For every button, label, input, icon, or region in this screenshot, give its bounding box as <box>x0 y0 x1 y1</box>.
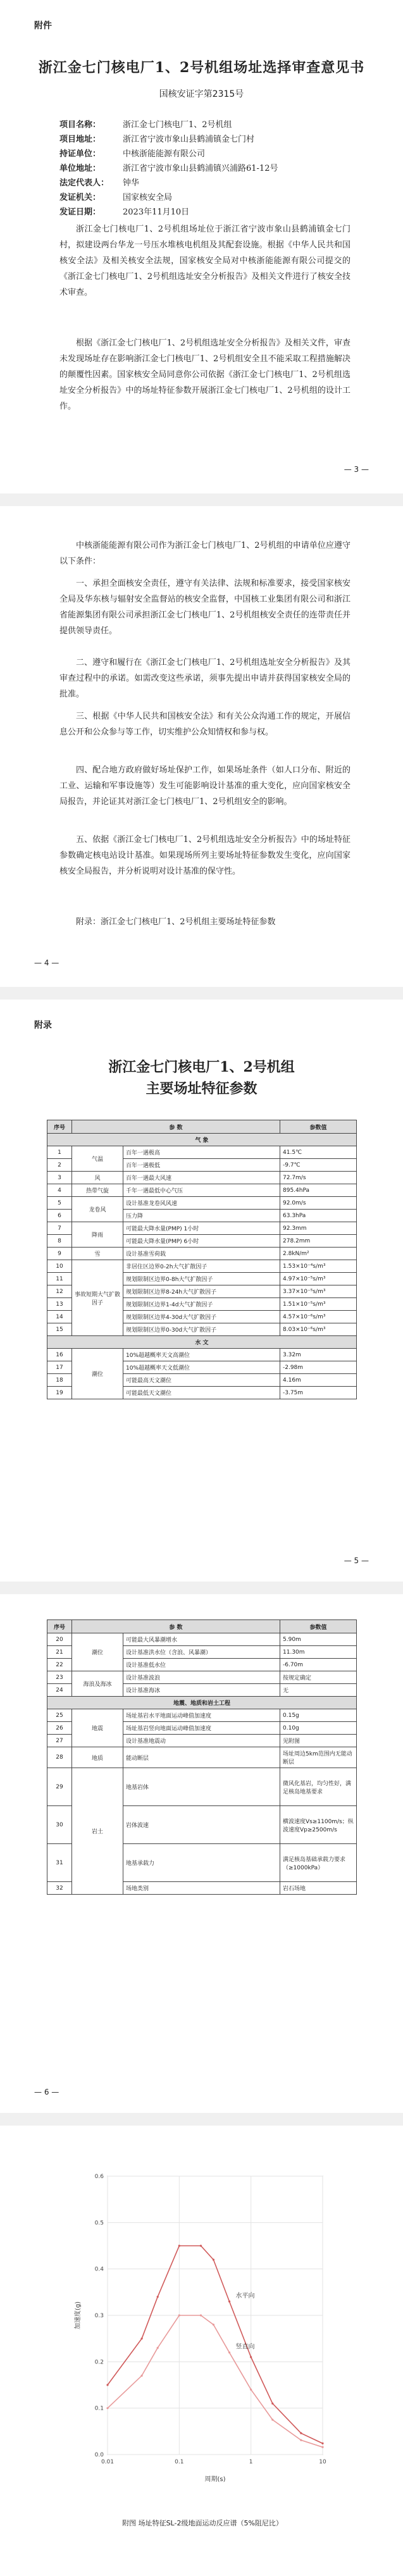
row-value: 1.53×10⁻⁴s/m³ <box>280 1260 357 1273</box>
row-param: 百年一遇极低 <box>123 1159 280 1172</box>
row-id: 25 <box>47 1709 72 1722</box>
row-value: 2.8kN/m² <box>280 1248 357 1260</box>
data-point <box>157 2347 159 2349</box>
row-id: 15 <box>47 1323 72 1336</box>
row-id: 22 <box>47 1659 72 1671</box>
row-id: 19 <box>47 1387 72 1399</box>
header-id: 序号 <box>47 1120 72 1134</box>
row-value: 895.4hPa <box>280 1184 357 1197</box>
y-tick-label: 0.4 <box>94 2266 104 2273</box>
row-value: 岩石场地 <box>280 1882 357 1895</box>
table-row <box>47 1260 357 1273</box>
x-tick-label: 0.01 <box>101 2459 115 2465</box>
row-param: 场地类别 <box>123 1882 280 1895</box>
row-param: 场址基岩水平地面运动峰值加速度 <box>123 1709 280 1722</box>
row-id: 8 <box>47 1235 72 1248</box>
attachment-label: 附件 <box>34 21 52 31</box>
section-row <box>47 1697 357 1709</box>
row-value: 见附图 <box>280 1735 357 1747</box>
page-number: — 3 — <box>344 465 369 474</box>
row-id: 32 <box>47 1882 72 1895</box>
row-value: 8.03×10⁻⁶s/m³ <box>280 1323 357 1336</box>
row-category: 海浪及海冰 <box>72 1671 123 1697</box>
row-id: 11 <box>47 1273 72 1285</box>
row-id: 4 <box>47 1184 72 1197</box>
header-param: 参 数 <box>72 1120 280 1134</box>
document-page-4 <box>0 1594 403 2113</box>
meta-row <box>59 205 357 220</box>
data-point <box>140 2375 142 2377</box>
row-id: 7 <box>47 1222 72 1235</box>
parameter-table-2 <box>47 1619 357 1895</box>
row-param: 压力降 <box>123 1210 280 1222</box>
data-point <box>106 2384 108 2386</box>
page-number: — 6 — <box>34 2088 59 2096</box>
row-id: 18 <box>47 1374 72 1387</box>
row-id: 23 <box>47 1671 72 1684</box>
table-row <box>47 1349 357 1361</box>
row-value: 4.16m <box>280 1374 357 1387</box>
x-tick-label: 0.1 <box>175 2459 184 2465</box>
row-param: 规划限制区边界4-30d大气扩散因子 <box>123 1311 280 1323</box>
row-value: 无 <box>280 1684 357 1697</box>
row-id: 26 <box>47 1722 72 1735</box>
row-value: 0.15g <box>280 1709 357 1722</box>
row-param: 岩体波速 <box>123 1806 280 1844</box>
row-id: 24 <box>47 1684 72 1697</box>
x-tick-label: 1 <box>249 2459 253 2465</box>
row-value: -6.70m <box>280 1659 357 1671</box>
row-param: 可能最大降水量(PMP) 6小时 <box>123 1235 280 1248</box>
row-id: 13 <box>47 1298 72 1311</box>
data-point <box>250 2389 252 2391</box>
meta-value: 国家核安全局 <box>123 193 173 202</box>
parameter-table-1 <box>47 1120 357 1399</box>
meta-label: 单位地址： <box>59 164 101 173</box>
section-row <box>47 1134 357 1146</box>
data-point <box>178 2314 180 2316</box>
row-param: 地基岩体 <box>123 1768 280 1806</box>
row-value: -2.98m <box>280 1361 357 1374</box>
table-row <box>47 1709 357 1722</box>
meta-row <box>59 176 357 190</box>
data-point <box>300 2432 302 2434</box>
meta-label: 发证日期： <box>59 207 101 217</box>
row-param: 设计基准雪荷载 <box>123 1248 280 1260</box>
meta-row <box>59 190 357 205</box>
data-point <box>213 2258 214 2260</box>
meta-row <box>59 118 357 132</box>
y-tick-label: 0.2 <box>94 2359 104 2366</box>
row-category: 热带气旋 <box>72 1184 123 1197</box>
row-category: 风 <box>72 1172 123 1184</box>
row-param: 10%超越概率天文高潮位 <box>123 1349 280 1361</box>
data-point <box>157 2296 159 2298</box>
row-value: 横波速度Vs≥1100m/s；纵波速度Vp≥2500m/s <box>280 1806 357 1844</box>
table-row <box>47 1768 357 1806</box>
data-point <box>200 2245 202 2246</box>
table-row <box>47 1633 357 1646</box>
row-value: 278.2mm <box>280 1235 357 1248</box>
data-point <box>200 2314 202 2316</box>
row-value: 4.57×10⁻⁶s/m³ <box>280 1311 357 1323</box>
meta-value: 中核浙能能源有限公司 <box>123 149 206 159</box>
chart-svg <box>70 2164 335 2492</box>
row-id: 31 <box>47 1844 72 1882</box>
meta-row <box>59 161 357 176</box>
section-name: 地震、地质和岩土工程 <box>47 1697 357 1709</box>
response-spectrum-chart <box>70 2164 335 2492</box>
row-value: 11.30m <box>280 1646 357 1659</box>
row-param: 设计基准龙卷风风速 <box>123 1197 280 1210</box>
row-value: 4.97×10⁻⁵s/m³ <box>280 1273 357 1285</box>
meta-label: 法定代表人： <box>59 178 109 188</box>
page-number: — 4 — <box>34 958 59 967</box>
appendix-title-line1: 浙江金七门核电厂1、2号机组 <box>108 1059 295 1075</box>
row-category: 潮位 <box>72 1349 123 1399</box>
meta-value: 浙江省宁波市象山县鹤浦镇兴浦路61-12号 <box>123 164 278 173</box>
row-category: 地震 <box>72 1709 123 1747</box>
section-row <box>47 1336 357 1349</box>
meta-row <box>59 147 357 161</box>
data-point <box>140 2338 142 2339</box>
data-point <box>250 2356 252 2358</box>
meta-value: 2023年11月10日 <box>123 207 190 217</box>
row-param: 百年一遇最大风速 <box>123 1172 280 1184</box>
row-param: 设计基准地震动 <box>123 1735 280 1747</box>
row-value: 1.51×10⁻⁵s/m³ <box>280 1298 357 1311</box>
meta-value: 钟华 <box>123 178 140 188</box>
data-point <box>321 2446 323 2448</box>
meta-block <box>59 118 357 220</box>
row-category: 雪 <box>72 1248 123 1260</box>
header-value: 参数值 <box>280 1120 357 1134</box>
meta-value: 浙江金七门核电厂1、2号机组 <box>123 120 232 130</box>
row-id: 21 <box>47 1646 72 1659</box>
data-point <box>178 2245 180 2246</box>
row-id: 30 <box>47 1806 72 1844</box>
row-category: 潮位 <box>72 1633 123 1671</box>
row-category: 地质 <box>72 1747 123 1768</box>
row-value: 92.3mm <box>280 1222 357 1235</box>
data-point <box>300 2439 302 2441</box>
table-row <box>47 1222 357 1235</box>
row-param: 百年一遇极高 <box>123 1146 280 1159</box>
series-label: 竖直向 <box>235 2343 255 2351</box>
body-paragraph: 二、遵守和履行在《浙江金七门核电厂1、2号机组选址安全分析报告》及其审查过程中的承诺。如需改变这些承诺，须事先提出申请并获得国家核安全局的批准。 <box>59 658 350 699</box>
row-id: 6 <box>47 1210 72 1222</box>
document-page-3 <box>0 1000 403 1582</box>
row-value: 按规定确定 <box>280 1671 357 1684</box>
header-value: 参数值 <box>280 1620 357 1633</box>
row-id: 10 <box>47 1260 72 1273</box>
row-value: 92.0m/s <box>280 1197 357 1210</box>
row-id: 12 <box>47 1285 72 1298</box>
body-paragraph: 一、承担全面核安全责任，遵守有关法律、法规和标准要求，接受国家核安全局及华东核与辐射安全监督站的核安全监督，中国核工业集团有限公司和浙江省能源集团有限公司承担浙江金七门核电厂1、2号机组核安全责任的连带责任并提供领导责任。 <box>59 579 350 636</box>
row-category: 事故短期大气扩散因子 <box>72 1260 123 1336</box>
meta-label: 发证机关： <box>59 193 101 202</box>
row-param: 场址基岩竖向地面运动峰值加速度 <box>123 1722 280 1735</box>
x-axis-label: 周期(s) <box>204 2476 226 2483</box>
row-category: 岩土 <box>72 1768 123 1895</box>
doc-number: 国核安证字第2315号 <box>159 89 244 99</box>
body-paragraph: 根据《浙江金七门核电厂1、2号机组选址安全分析报告》及相关文件，审查未发现场址存在影响浙江金七门核电厂1、2号机组安全且不能采取工程措施解决的颠覆性因素。国家核安全局同意你公司依据《浙江金七门核电厂1、2号机组选址安全分析报告》中的场址特征参数开展浙江金七门核电厂1、2号机组的设计工作。 <box>59 338 350 411</box>
row-category: 龙卷风 <box>72 1197 123 1222</box>
meta-row <box>59 132 357 147</box>
row-param: 可能最高天文潮位 <box>123 1374 280 1387</box>
row-value: 3.32m <box>280 1349 357 1361</box>
row-category: 降雨 <box>72 1222 123 1248</box>
table-header-row <box>47 1620 357 1633</box>
page-number: — 5 — <box>344 1556 369 1565</box>
y-axis-label: 加速度(g) <box>75 2301 82 2330</box>
data-point <box>228 2300 230 2302</box>
body-paragraph: 中核浙能能源有限公司作为浙江金七门核电厂1、2号机组的申请单位应遵守以下条件： <box>59 541 350 566</box>
row-param: 设计基准洪水位（含浪、风暴潮） <box>123 1646 280 1659</box>
row-param: 规划限制区边界0-30d大气扩散因子 <box>123 1323 280 1336</box>
row-value: 场址周边5km范围内无能动断层 <box>280 1747 357 1768</box>
row-id: 9 <box>47 1248 72 1260</box>
series-line-vertical <box>108 2315 323 2447</box>
y-tick-label: 0.1 <box>94 2405 104 2412</box>
row-param: 可能最大降水量(PMP) 1小时 <box>123 1222 280 1235</box>
data-point <box>213 2324 214 2325</box>
row-id: 20 <box>47 1633 72 1646</box>
row-param: 能动断层 <box>123 1747 280 1768</box>
data-point <box>271 2403 273 2405</box>
data-point <box>271 2418 273 2420</box>
y-tick-label: 0.3 <box>94 2313 104 2319</box>
series-line-horizontal <box>108 2246 323 2443</box>
meta-label: 项目名称： <box>59 120 101 130</box>
row-id: 16 <box>47 1349 72 1361</box>
y-tick-label: 0.0 <box>94 2452 104 2458</box>
data-point <box>321 2443 323 2444</box>
row-value: 3.37×10⁻⁵s/m³ <box>280 1285 357 1298</box>
document-page-2 <box>0 506 403 987</box>
row-param: 设计基准低水位 <box>123 1659 280 1671</box>
body-paragraph: 五、依据《浙江金七门核电厂1、2号机组选址安全分析报告》中的场址特征参数确定核电站设计基准。如果现场所列主要场址特征参数发生变化，应向国家核安全局报告，并分析说明对设计基准的保守性。 <box>59 835 350 876</box>
row-id: 1 <box>47 1146 72 1159</box>
data-point <box>106 2407 108 2409</box>
chart-caption: 附图 场址特征SL-2级地面运动反应谱（5%阻尼比） <box>122 2519 283 2527</box>
row-id: 3 <box>47 1172 72 1184</box>
table-row <box>47 1146 357 1159</box>
row-id: 17 <box>47 1361 72 1374</box>
table-header-row <box>47 1120 357 1134</box>
doc-title: 浙江金七门核电厂1、2号机组场址选择审查意见书 <box>38 59 365 76</box>
row-value: 5.90m <box>280 1633 357 1646</box>
table-row <box>47 1184 357 1197</box>
row-value: 0.10g <box>280 1722 357 1735</box>
row-value: -3.75m <box>280 1387 357 1399</box>
row-id: 14 <box>47 1311 72 1323</box>
body-paragraph: 浙江金七门核电厂1、2号机组场址位于浙江省宁波市象山县鹤浦镇金七门村，拟建设两台华龙一号压水堆核电机组及其配套设施。根据《中华人民共和国核安全法》及相关核安全法规，国家核安全局对中核浙能能源有限公司提交的《浙江金七门核电厂1、2号机组选址安全分析报告》及相关文件进行了核安全技术审查。 <box>59 225 350 297</box>
row-value: 微风化基岩，均匀性好，满足核岛地基要求 <box>280 1768 357 1806</box>
meta-label: 项目地址： <box>59 135 101 144</box>
appendix-reference: 附录：浙江金七门核电厂1、2号机组主要场址特征参数 <box>76 917 276 927</box>
document-page-1 <box>0 0 403 493</box>
row-param: 设计基准海冰 <box>123 1684 280 1697</box>
row-value: 41.5℃ <box>280 1146 357 1159</box>
series-label: 水平向 <box>235 2293 255 2300</box>
row-value: 满足核岛基础承载力要求（≥1000kPa） <box>280 1844 357 1882</box>
row-id: 5 <box>47 1197 72 1210</box>
row-value: -9.7℃ <box>280 1159 357 1172</box>
row-param: 地基承载力 <box>123 1844 280 1882</box>
appendix-title-line2: 主要场址特征参数 <box>146 1081 257 1097</box>
section-name: 气 象 <box>47 1134 357 1146</box>
row-param: 规划限制区边界8-24h大气扩散因子 <box>123 1285 280 1298</box>
table-row <box>47 1197 357 1210</box>
section-name: 水 文 <box>47 1336 357 1349</box>
row-param: 可能最低天文潮位 <box>123 1387 280 1399</box>
row-param: 10%超越概率天文低潮位 <box>123 1361 280 1374</box>
table-row <box>47 1671 357 1684</box>
row-param: 设计基准波浪 <box>123 1671 280 1684</box>
row-id: 2 <box>47 1159 72 1172</box>
body-paragraph: 三、根据《中华人民共和国核安全法》和有关公众沟通工作的规定，开展信息公开和公众参与等工作，切实维护公众知情权和参与权。 <box>59 712 350 737</box>
document-page-5 <box>0 2126 403 2576</box>
body-paragraph: 四、配合地方政府做好场址保护工作，如果场址条件（如人口分布、附近的工业、运输和军事设施等）发生可能影响设计基准的重大变化，应向国家核安全局报告，并论证其对浙江金七门核电厂1、2号机组安全的影响。 <box>59 765 350 807</box>
table-row <box>47 1172 357 1184</box>
row-id: 28 <box>47 1747 72 1768</box>
header-id: 序号 <box>47 1620 72 1633</box>
row-value: 72.7m/s <box>280 1172 357 1184</box>
data-point <box>228 2351 230 2353</box>
meta-value: 浙江省宁波市象山县鹤浦镇金七门村 <box>123 135 255 144</box>
row-param: 规划限制区边界0-8h大气扩散因子 <box>123 1273 280 1285</box>
x-tick-label: 10 <box>319 2459 326 2465</box>
header-param: 参 数 <box>72 1620 280 1633</box>
meta-label: 持证单位： <box>59 149 101 159</box>
row-param: 可能最大风暴潮增水 <box>123 1633 280 1646</box>
table-row <box>47 1248 357 1260</box>
table-row <box>47 1747 357 1768</box>
y-tick-label: 0.6 <box>94 2174 104 2180</box>
row-value: 63.3hPa <box>280 1210 357 1222</box>
row-param: 非居住区边界0-2h大气扩散因子 <box>123 1260 280 1273</box>
row-id: 27 <box>47 1735 72 1747</box>
row-param: 千年一遇最低中心气压 <box>123 1184 280 1197</box>
row-param: 规划限制区边界1-4d大气扩散因子 <box>123 1298 280 1311</box>
row-id: 29 <box>47 1768 72 1806</box>
row-category: 气温 <box>72 1146 123 1172</box>
y-tick-label: 0.5 <box>94 2220 104 2227</box>
appendix-label: 附录 <box>34 1020 52 1031</box>
